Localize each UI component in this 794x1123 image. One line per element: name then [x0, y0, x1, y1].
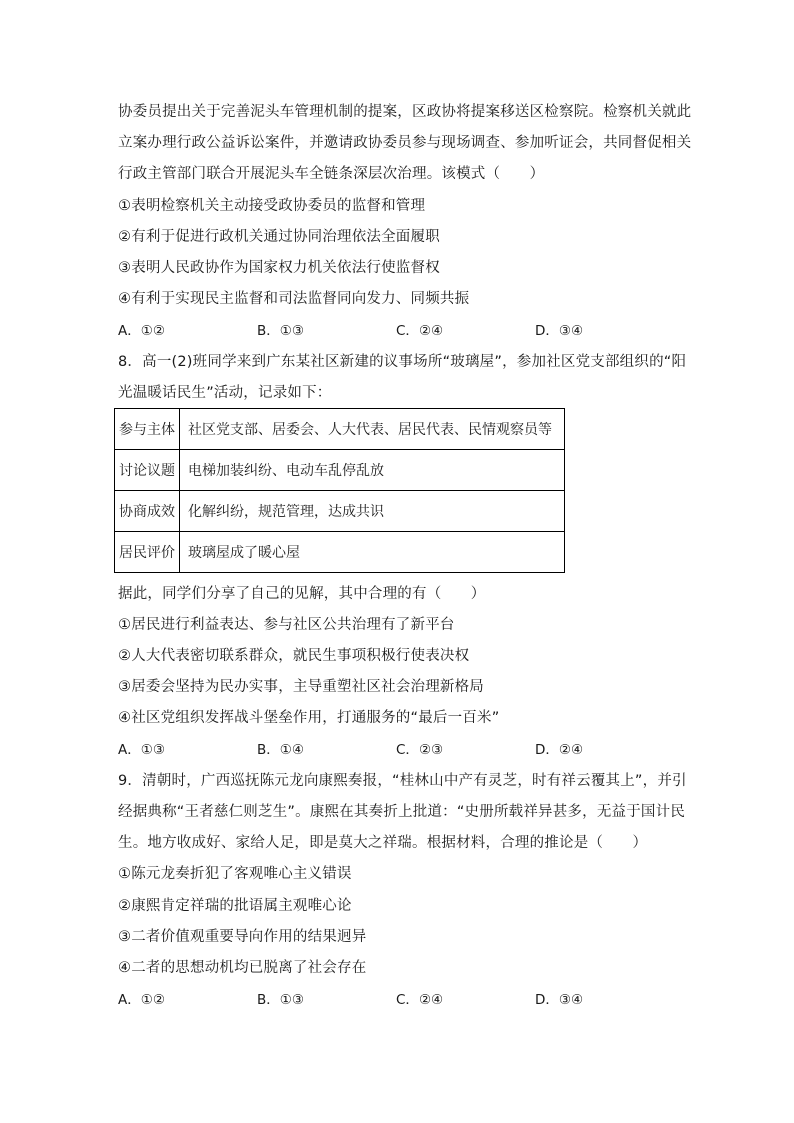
table-key-cell: 居民评价	[115, 532, 180, 573]
option-letter: C．	[396, 323, 419, 339]
q8-item: ③居委会坚持为民办实事，主导重塑社区社会治理新格局	[118, 679, 484, 695]
option-choice: ①②	[140, 992, 165, 1008]
option-letter: D．	[535, 323, 559, 339]
q9-options	[118, 990, 678, 1010]
q8-option-a[interactable]	[118, 740, 165, 760]
table-row	[115, 532, 565, 573]
q7-item: ③表明人民政协作为国家权力机关依法行使监督权	[118, 260, 440, 276]
q9-option-d[interactable]	[535, 990, 583, 1010]
option-choice: ③④	[558, 992, 584, 1008]
q8-stem-line: 光温暖话民生”活动，记录如下：	[118, 385, 332, 401]
q8-item: ④社区党组织发挥战斗堡垒作用，打通服务的“最后一百米”	[118, 710, 500, 726]
table-key-cell: 协商成效	[115, 491, 180, 532]
q7-stem-line: 立案办理行政公益诉讼案件，并邀请政协委员参与现场调查、参加听证会，共同督促相关	[118, 135, 692, 151]
table-row	[115, 409, 565, 450]
q8-stem-line: 8．高一(2)班同学来到广东某社区新建的议事场所“玻璃屋”，参加社区党支部组织的“阳	[118, 354, 687, 370]
option-choice: ①③	[279, 323, 304, 339]
q7-stem-line: 行政主管部门联合开展泥头车全链条深层次治理。该模式（ ）	[118, 166, 545, 182]
option-letter: C．	[396, 992, 419, 1008]
q7-option-a[interactable]	[118, 321, 165, 341]
option-choice: ①②	[140, 323, 165, 339]
q8-item: ②人大代表密切联系群众，就民生事项积极行使表决权	[118, 648, 470, 664]
q8-options	[118, 740, 678, 760]
option-letter: B．	[257, 992, 280, 1008]
q7-option-d[interactable]	[535, 321, 583, 341]
q8-option-c[interactable]	[396, 740, 443, 760]
option-choice: ②④	[558, 742, 584, 758]
table-key-cell: 讨论议题	[115, 450, 180, 491]
q8-option-b[interactable]	[257, 740, 304, 760]
table-key-cell: 参与主体	[115, 409, 180, 450]
option-choice: ①④	[279, 742, 304, 758]
option-choice: ②④	[418, 323, 444, 339]
option-choice: ②④	[418, 992, 444, 1008]
table-value-cell: 化解纠纷，规范管理，达成共识	[180, 491, 565, 532]
q9-stem-line: 9．清朝时，广西巡抚陈元龙向康熙奏报，“桂林山中产有灵芝，时有祥云覆其上”，并引	[118, 773, 687, 789]
table-row	[115, 491, 565, 532]
table-row	[115, 450, 565, 491]
q7-option-b[interactable]	[257, 321, 304, 341]
table-value-cell: 电梯加装纠纷、电动车乱停乱放	[180, 450, 565, 491]
option-choice: ①③	[279, 992, 304, 1008]
option-letter: D．	[535, 742, 559, 758]
q9-item: ②康熙肯定祥瑞的批语属主观唯心论	[118, 898, 352, 914]
q7-item: ②有利于促进行政机关通过协同治理依法全面履职	[118, 229, 440, 245]
q8-item: ①居民进行利益表达、参与社区公共治理有了新平台	[118, 617, 455, 633]
table-value-cell: 社区党支部、居委会、人大代表、居民代表、民情观察员等	[180, 409, 565, 450]
q9-option-c[interactable]	[396, 990, 443, 1010]
option-choice: ②③	[418, 742, 444, 758]
q7-options	[118, 321, 678, 341]
option-letter: A．	[118, 742, 141, 758]
q7-item: ①表明检察机关主动接受政协委员的监督和管理	[118, 198, 426, 214]
q8-option-d[interactable]	[535, 740, 583, 760]
option-letter: C．	[396, 742, 419, 758]
option-letter: B．	[257, 323, 280, 339]
q8-after-table-text: 据此，同学们分享了自己的见解，其中合理的有（ ）	[118, 586, 486, 602]
q9-stem-line: 经据典称“王者慈仁则芝生”。康熙在其奏折上批道：“史册所载祥异甚多，无益于国计民	[118, 804, 686, 820]
option-letter: B．	[257, 742, 280, 758]
q9-item: ④二者的思想动机均已脱离了社会存在	[118, 960, 367, 976]
table-value-cell: 玻璃屋成了暖心屋	[180, 532, 565, 573]
q9-item: ③二者价值观重要导向作用的结果迥异	[118, 929, 367, 945]
option-letter: A．	[118, 992, 141, 1008]
q9-item: ①陈元龙奏折犯了客观唯心主义错误	[118, 866, 352, 882]
q9-option-b[interactable]	[257, 990, 304, 1010]
option-choice: ①③	[140, 742, 165, 758]
q7-stem-line: 协委员提出关于完善泥头车管理机制的提案，区政协将提案移送区检察院。检察机关就此	[118, 104, 692, 120]
option-choice: ③④	[558, 323, 584, 339]
q9-stem-line: 生。地方收成好、家给人足，即是莫大之祥瑞。根据材料，合理的推论是（ ）	[118, 835, 648, 851]
q9-option-a[interactable]	[118, 990, 165, 1010]
q7-option-c[interactable]	[396, 321, 443, 341]
q7-item: ④有利于实现民主监督和司法监督同向发力、同频共振	[118, 291, 470, 307]
option-letter: A．	[118, 323, 141, 339]
option-letter: D．	[535, 992, 559, 1008]
activity-record-table	[114, 408, 565, 573]
